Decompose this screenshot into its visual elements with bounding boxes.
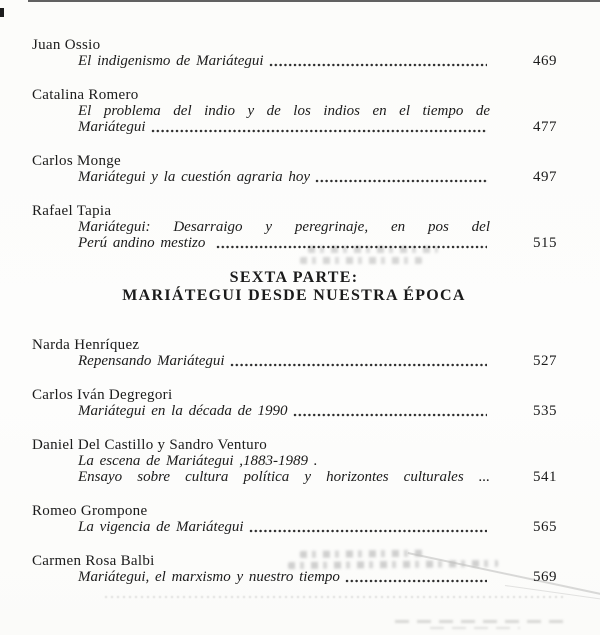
toc-entry	[0, 37, 600, 69]
page-number: 515	[533, 235, 557, 251]
toc-title-text: Mariátegui y la cuestión agraria hoy	[78, 169, 311, 185]
page-number: 541	[533, 469, 557, 485]
toc-title-text: Mariátegui en la década de 1990	[78, 403, 288, 419]
toc-title-line	[78, 235, 557, 251]
toc-title-line: La escena de Mariátegui ,1883-1989 .	[78, 453, 318, 469]
toc-entry-title-lines	[78, 53, 557, 69]
toc-entry-author: Rafael Tapia	[32, 203, 112, 219]
toc-entry	[0, 203, 600, 251]
toc-entry-title-lines	[78, 169, 557, 185]
section-heading-line2: MARIÁTEGUI DESDE NUESTRA ÉPOCA	[122, 286, 466, 304]
page-number: 527	[533, 353, 557, 369]
toc-title-text: La vigencia de Mariátegui	[78, 519, 244, 535]
page-number: 569	[533, 569, 557, 585]
toc-title-line	[78, 53, 557, 69]
toc-entry-author: Carmen Rosa Balbi	[32, 553, 155, 569]
dotted-leader	[216, 245, 487, 249]
toc-title-text: Ensayo sobre cultura política y horizontes culturales ...	[78, 469, 490, 485]
page-number: 469	[533, 53, 557, 69]
page-number: 477	[533, 119, 557, 135]
toc-entry	[0, 387, 600, 419]
toc-title-line: Mariátegui: Desarraigo y peregrinaje, en pos del	[78, 219, 490, 235]
dotted-leader	[293, 413, 487, 417]
toc-entry-title-lines	[78, 219, 557, 251]
dotted-leader	[230, 363, 487, 367]
toc-entries-part5	[0, 37, 600, 251]
scan-smudge	[430, 627, 520, 629]
toc-entries-part6	[0, 337, 600, 585]
toc-entry-title-lines	[78, 519, 557, 535]
toc-title-line: El problema del indio y de los indios en el tiempo de	[78, 103, 490, 119]
toc-title-line	[78, 569, 557, 585]
toc-title-text: Repensando Mariátegui	[78, 353, 225, 369]
toc-title-text: El indigenismo de Mariátegui	[78, 53, 264, 69]
dotted-leader	[315, 179, 487, 183]
dotted-leader	[151, 129, 488, 133]
toc-entry-title-lines	[78, 403, 557, 419]
dotted-leader	[249, 529, 487, 533]
scan-smudge	[395, 620, 570, 623]
toc-title-text: Mariátegui, el marxismo y nuestro tiempo	[78, 569, 340, 585]
section-heading	[28, 269, 560, 304]
page-number: 565	[533, 519, 557, 535]
toc-entry-title-lines	[78, 453, 557, 485]
dotted-leader	[345, 579, 487, 583]
toc-entry-author: Narda Henríquez	[32, 337, 140, 353]
toc-entry-author: Juan Ossio	[32, 37, 101, 53]
toc-entry	[0, 337, 600, 369]
section-heading-line1: SEXTA PARTE:	[229, 269, 359, 286]
toc-title-line	[78, 119, 557, 135]
toc-title-line	[78, 353, 557, 369]
toc-entry	[0, 153, 600, 185]
toc-title-text: Perú andino mestizo	[78, 235, 212, 251]
toc-entry-author: Daniel Del Castillo y Sandro Venturo	[32, 437, 268, 453]
toc-title-line	[78, 519, 557, 535]
toc-entry	[0, 87, 600, 135]
toc-entry-title-lines	[78, 103, 557, 135]
toc-entry-title-lines	[78, 569, 557, 585]
toc-entry-author: Carlos Iván Degregori	[32, 387, 173, 403]
toc-title-line	[78, 169, 557, 185]
toc-entry	[0, 553, 600, 585]
page-number: 497	[533, 169, 557, 185]
toc-entry	[0, 503, 600, 535]
toc-entry-author: Catalina Romero	[32, 87, 139, 103]
toc-title-text: Mariátegui	[78, 119, 146, 135]
toc-title-line	[78, 469, 557, 485]
toc-entry-author: Romeo Grompone	[32, 503, 148, 519]
toc-entry-author: Carlos Monge	[32, 153, 122, 169]
toc-entry-title-lines	[78, 353, 557, 369]
dotted-leader	[269, 63, 487, 67]
page-number: 535	[533, 403, 557, 419]
toc-title-line	[78, 403, 557, 419]
toc-entry	[0, 437, 600, 485]
